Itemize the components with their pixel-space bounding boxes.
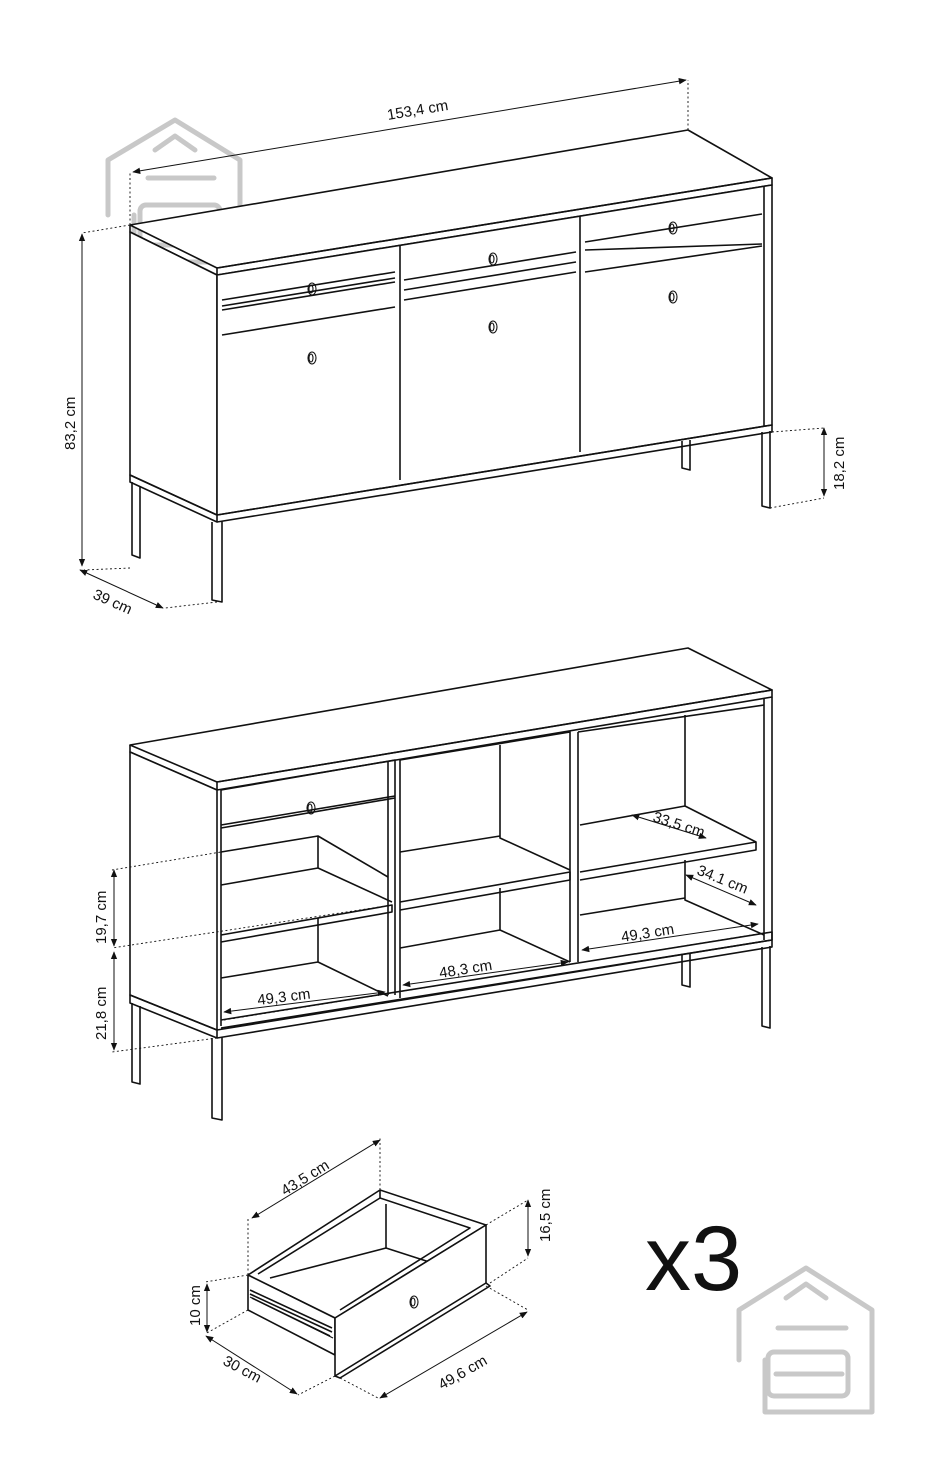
house-sofa-watermark-icon — [739, 1268, 872, 1412]
handle-knob-icon — [307, 802, 315, 814]
shelf-gap-dimension-label: 19,7 cm — [93, 890, 110, 944]
left-width-dimension-label: 49,3 cm — [256, 985, 312, 1009]
drawer-side-width-dimension-label: 30 cm — [220, 1352, 265, 1387]
leg-height-dimension-label: 18,2 cm — [831, 436, 848, 490]
drawer-side-height-dimension-label: 10 cm — [187, 1285, 204, 1326]
right-width-dimension-label: 49,3 cm — [619, 920, 676, 946]
sideboard-closed-view — [62, 80, 848, 618]
shelf-depth-dimension-label: 33,5 cm — [650, 808, 707, 842]
drawer-quantity-label: x3 — [645, 1208, 743, 1310]
depth-dimension-label: 39 cm — [90, 586, 135, 619]
height-dimension-label: 83,2 cm — [62, 396, 79, 450]
inner-depth-dimension-label: 34.1 cm — [694, 861, 751, 898]
bottom-gap-dimension-label: 21,8 cm — [93, 986, 110, 1040]
drawer-detail-view — [187, 1138, 742, 1398]
width-dimension-label: 153,4 cm — [385, 96, 450, 124]
drawer-front-height-dimension-label: 16,5 cm — [537, 1188, 554, 1242]
drawer-depth-dimension-label: 43,5 cm — [278, 1156, 333, 1200]
middle-width-dimension-label: 48,3 cm — [437, 956, 494, 982]
sideboard-open-view — [93, 648, 772, 1120]
drawer-front-width-dimension-label: 49,6 cm — [435, 1352, 491, 1394]
